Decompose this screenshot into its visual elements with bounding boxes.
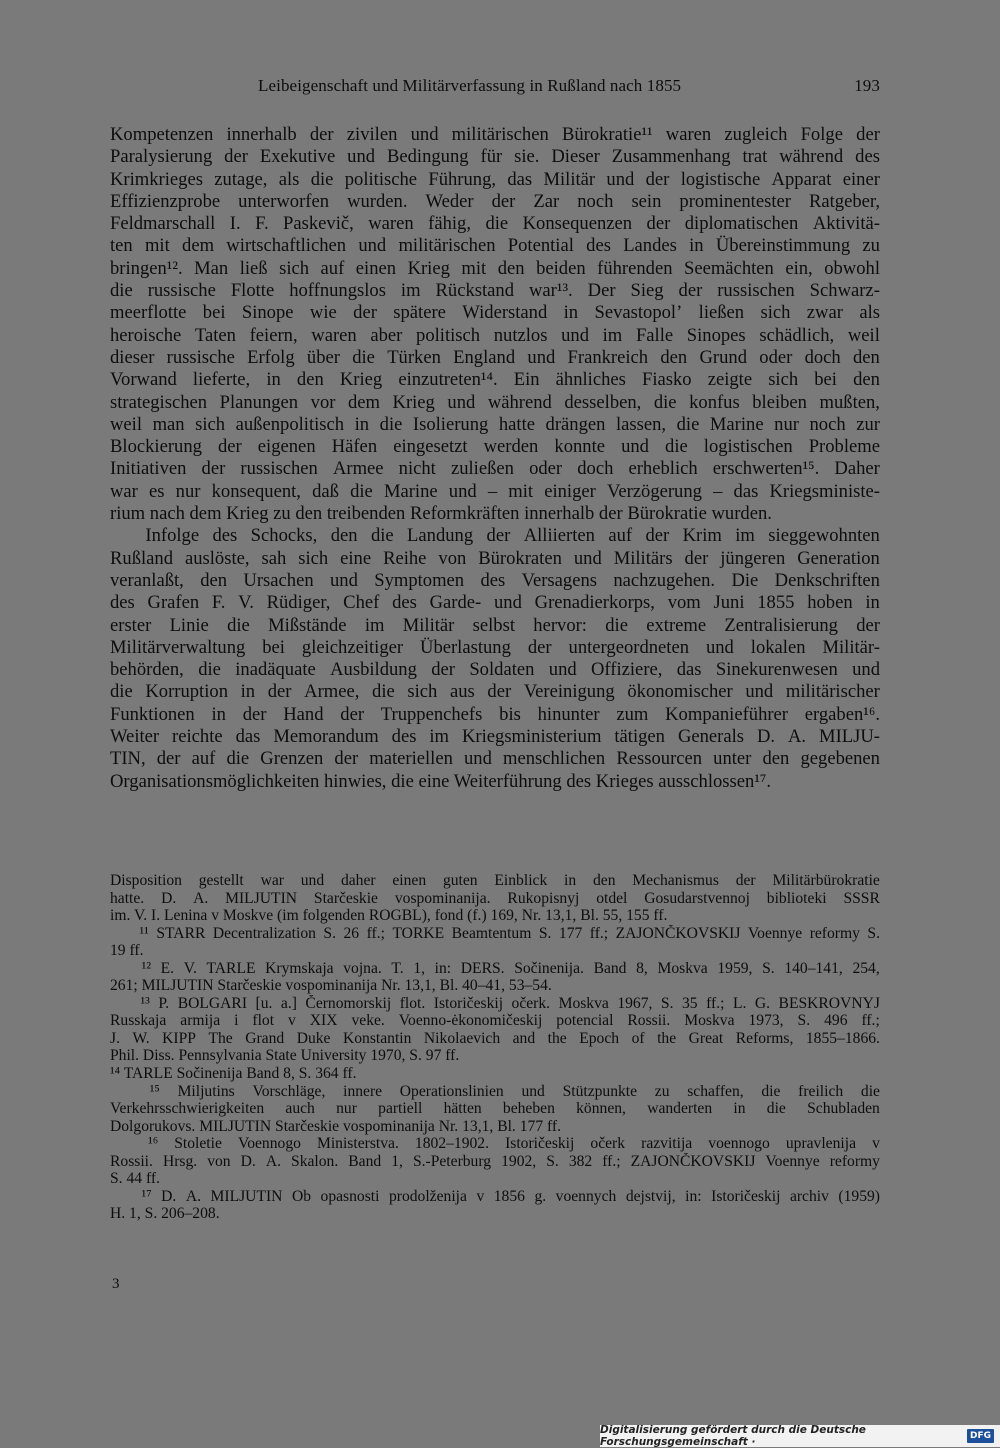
footnote-line: Phil. Diss. Pennsylvania State University 1970, S. 97 ff. [110, 1047, 460, 1065]
text-line: veranlaßt, den Ursachen und Symptomen des Versagens nachzugehen. Die Denkschriften [110, 569, 880, 591]
footnote-line: 261; MILJUTIN Starčeskie vospominanija Nr. 13,1, Bl. 40–41, 53–54. [110, 977, 552, 995]
footnote-line: Russkaja armija i flot v XIX veke. Voenno-ėkonomičeskij potencial Rossii. Moskva 1973, S. 496 ff.; [110, 1012, 880, 1030]
main-text [110, 124, 880, 793]
text-line: heroische Taten feiern, waren aber politisch nutzlos und im Falle Sinopes schädlich, weil [110, 324, 880, 346]
text-line: Funktionen in der Hand der Truppenchefs bis hinunter zum Kompanieführer ergaben¹⁶. [110, 703, 880, 725]
footnote-line: ¹⁶ Stoletie Voennogo Ministerstva. 1802–1902. Istoričeskij očerk razvitija voennogo upravlenija v [148, 1135, 880, 1153]
footnote-line: ¹¹ STARR Decentralization S. 26 ff.; TORKE Beamtentum S. 177 ff.; ZAJONČKOVSKIJ Voennye reformy S. [139, 924, 880, 942]
footnote-line: 19 ff. [110, 942, 144, 960]
footnote-line: ¹⁵ Miljutins Vorschläge, innere Operationslinien und Stützpunkte zu schaffen, die freilich die [149, 1082, 880, 1100]
footer-credit: Digitalisierung gefördert durch die Deutsche Forschungsgemeinschaft · [600, 1424, 866, 1448]
text-line: Vorwand lieferte, in den Krieg einzutreten¹⁴. Ein ähnliches Fiasko zeigte sich bei den [110, 369, 880, 391]
text-line: Organisationsmöglichkeiten hinwies, die eine Weiterführung des Krieges ausschlossen¹⁷. [110, 770, 772, 792]
footnote-line: Disposition gestellt war und daher einen guten Einblick in den Mechanismus der Militärbürokratie [110, 872, 880, 889]
text-line: Krimkrieges zutage, als die politische Führung, das Militär und der logistische Apparat einer [110, 168, 880, 190]
text-line: meerflotte bei Sinope wie der spätere Widerstand in Sevastopol’ ließen sich zwar als [110, 302, 880, 324]
text-line: Effizienzprobe unterworfen wurden. Weder der Zar noch sein prominentester Ratgeber, [110, 190, 880, 212]
footnotes [110, 872, 880, 1223]
text-line: strategischen Planungen vor dem Krieg und während desselben, die konfus bleiben mußten, [110, 391, 880, 413]
footnote-line: ¹⁴ TARLE Sočinenija Band 8, S. 364 ff. [110, 1065, 357, 1083]
text-line: rium nach dem Krieg zu den treibenden Reformkräften innerhalb der Bürokratie wurden. [110, 503, 772, 525]
text-line: Infolge des Schocks, den die Landung der Alliierten auf der Krim im sieggewohnten [145, 525, 880, 547]
text-line: Initiativen der russischen Armee nicht zuließen oder doch erheblich erschwerten¹⁵. Daher [110, 458, 880, 480]
footnote-line: ¹² E. V. TARLE Krymskaja vojna. T. 1, in: DERS. Sočinenija. Band 8, Moskva 1959, S. 140–141, 254, [141, 959, 880, 977]
footnote-line: S. 44 ff. [110, 1170, 160, 1188]
footnote-line: Dolgorukovs. MILJUTIN Starčeskie vospominanija Nr. 13,1, Bl. 177 ff. [110, 1117, 562, 1135]
footnote-line: ¹³ P. BOLGARI [u. a.] Černomorskij flot. Istoričeskij očerk. Moskva 1967, S. 35 ff.; L. G. BESKROVNYJ [140, 994, 880, 1012]
footnote-line: H. 1, S. 206–208. [110, 1205, 220, 1223]
text-line: TIN, der auf die Grenzen der materiellen und menschlichen Ressourcen unter den gegebenen [110, 748, 880, 770]
dfg-logo: DFG [967, 1429, 994, 1443]
running-title: Leibeigenschaft und Militärverfassung in Rußland nach 1855 [258, 76, 682, 95]
running-head [110, 76, 880, 100]
digitization-footer [600, 1425, 1000, 1447]
text-line: dieser russische Erfolg über die Türken England und Frankreich den Grund oder doch den [110, 346, 880, 368]
signature-mark: 3 [112, 1276, 120, 1292]
footnote-line: hatte. D. A. MILJUTIN Starčeskie vospominanija. Rukopisnyj otdel Gosudarstvennoj biblioteki SSSR [110, 889, 880, 907]
page-number: 193 [854, 76, 880, 95]
footnote-line: ¹⁷ D. A. MILJUTIN Ob opasnosti prodolženija v 1856 g. voennych dejstvij, in: Istoričeskij archiv (1959) [141, 1187, 880, 1205]
text-line: Weiter reichte das Memorandum des im Kriegsministerium tätigen Generals D. A. MILJU- [110, 726, 880, 748]
text-line: die russische Flotte hoffnungslos im Rückstand war¹³. Der Sieg der russischen Schwarz- [110, 280, 880, 302]
footnote-line: J. W. KIPP The Grand Duke Konstantin Nikolaevich and the Epoch of the Great Reforms, 1855–1866. [110, 1029, 880, 1047]
text-line: Feldmarschall I. F. Paskevič, waren fähig, die Konsequenzen der diplomatischen Aktivitä- [110, 213, 880, 235]
text-line: des Grafen F. V. Rüdiger, Chef des Garde- und Grenadierkorps, vom Juni 1855 hoben in [110, 592, 880, 614]
text-line: Paralysierung der Exekutive und Bedingung für sie. Dieser Zusammenhang trat während des [110, 146, 880, 168]
text-line: die Korruption in der Armee, die sich aus der Vereinigung ökonomischer und militärischer [110, 681, 880, 703]
text-line: Blockierung der eigenen Häfen eingesetzt werden konnte und die logistischen Probleme [110, 436, 880, 458]
footnote-line: Verkehrsschwierigkeiten auch nur partiell hätten beheben können, wanderten in die Schubladen [110, 1100, 880, 1118]
footnote-line: im. V. I. Lenina v Moskve (im folgenden ROGBL), fond (f.) 169, Nr. 13,1, Bl. 55, 155 ff. [110, 907, 668, 925]
text-line: ten mit dem wirtschaftlichen und militärischen Potential des Landes in Übereinstimmung zu [110, 235, 880, 257]
text-line: weil man sich außenpolitisch in die Isolierung hatte drängen lassen, die Marine nur noch zur [110, 413, 880, 435]
text-line: war es nur konsequent, daß die Marine und – mit einiger Verzögerung – das Kriegsministe- [110, 480, 880, 502]
text-line: Militärverwaltung bei gleichzeitiger Überlastung der untergeordneten und lokalen Militär- [110, 636, 880, 658]
footnote-line: Rossii. Hrsg. von D. A. Skalon. Band 1, S.-Peterburg 1902, S. 382 ff.; ZAJONČKOVSKIJ Voennye reformy [110, 1152, 880, 1170]
text-line: erster Linie die Mißstände im Militär selbst hervor: die extreme Zentralisierung der [110, 614, 880, 636]
text-line: Rußland auslöste, sah sich eine Reihe von Bürokraten und Militärs der jüngeren Generation [110, 547, 880, 569]
text-line: Kompetenzen innerhalb der zivilen und militärischen Bürokratie¹¹ waren zugleich Folge der [110, 124, 880, 145]
text-line: behörden, die inadäquate Ausbildung der Soldaten und Offiziere, das Sinekurenwesen und [110, 659, 880, 681]
text-line: bringen¹². Man ließ sich auf einen Krieg mit den beiden führenden Seemächten ein, obwohl [110, 257, 880, 279]
